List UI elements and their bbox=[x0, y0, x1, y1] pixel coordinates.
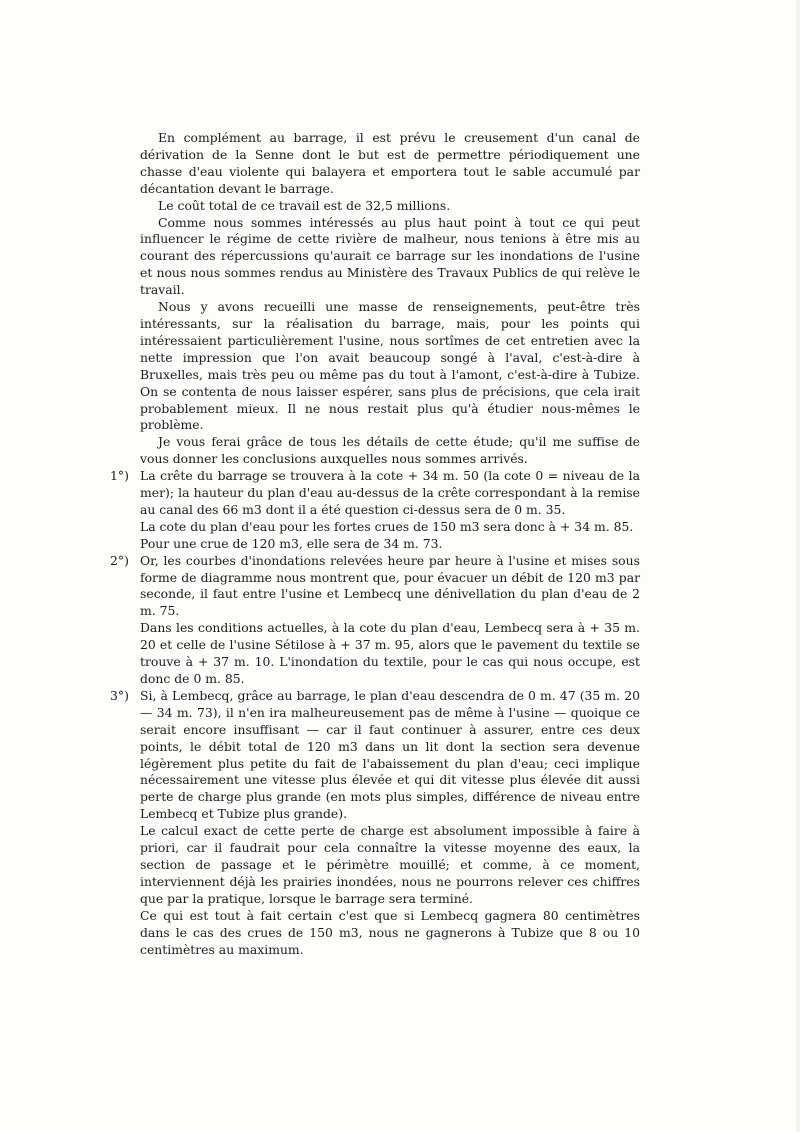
numbered-item bbox=[110, 552, 640, 688]
item-paragraph: Pour une crue de 120 m3, elle sera de 34 m. 73. bbox=[140, 535, 443, 551]
item-paragraph: Le calcul exact de cette perte de charge est absolument impossible à faire à priori, car il faudrait pour cela connaître la vitesse moyenne des eaux, la section de passage et le périmètre mouillé; et comme, à ce moment, interviennent déjà les prairies inondées, nous ne pourrons relever ces chiffres que par la pratique, lorsque le barrage sera terminé. bbox=[140, 823, 640, 906]
item-paragraph: Ce qui est tout à fait certain c'est que si Lembecq gagnera 80 centimètres dans le cas des crues de 150 m3, nous ne gagnerons à Tubize que 8 ou 10 centimètres au maximum. bbox=[140, 907, 640, 957]
item-number: 3°) bbox=[110, 687, 129, 703]
paragraph: Je vous ferai grâce de tous les détails de cette étude; qu'il me suffise de vous donner les conclusions auxquelles nous sommes arrivés. bbox=[140, 434, 640, 467]
body-text bbox=[110, 130, 640, 958]
paragraph: Le coût total de ce travail est de 32,5 millions. bbox=[158, 197, 451, 213]
item-paragraph: Dans les conditions actuelles, à la cote du plan d'eau, Lembecq sera à + 35 m. 20 et celle de l'usine Sétilose à + 37 m. 95, alors que le pavement du textile se trouve à + 37 m. 10. L'inondation du textile, pour le cas qui nous occupe, est donc de 0 m. 85. bbox=[140, 620, 640, 686]
item-paragraph: La crête du barrage se trouvera à la cote + 34 m. 50 (la cote 0 = niveau de la mer); la hauteur du plan d'eau au-dessus de la crête correspondant à la remise au canal des 66 m3 dont il a été question ci-dessus sera de 0 m. 35. bbox=[140, 468, 640, 517]
page-edge bbox=[796, 0, 800, 1132]
paragraph: En complément au barrage, il est prévu le creusement d'un canal de dérivation de la Senne dont le but est de permettre périodiquement une chasse d'eau violente qui balayera et emportera tout le sable accumulé par décantation devant le barrage. bbox=[140, 130, 640, 196]
item-paragraph: Si, à Lembecq, grâce au barrage, le plan d'eau descendra de 0 m. 47 (35 m. 20 — 34 m. 73), il n'en ira malheureusement pas de même à l'usine — quoique ce serait encore insuffisant — car il faut continuer à assurer, entre ces deux points, le débit total de 120 m3 dans un lit dont la section sera devenue légèrement plus petite du fait de l'abaissement du plan d'eau; ceci implique nécessairement une vitesse plus élevée et qui dit vitesse plus élevée dit aussi perte de charge plus grande (en mots plus simples, différence de niveau entre Lembecq et Tubize plus grande). bbox=[140, 687, 640, 822]
item-number: 1°) bbox=[110, 468, 129, 484]
item-number: 2°) bbox=[110, 552, 129, 568]
item-paragraph: La cote du plan d'eau pour les fortes crues de 150 m3 sera donc à + 34 m. 85. bbox=[140, 518, 634, 534]
numbered-item bbox=[110, 468, 640, 553]
paragraph: Nous y avons recueilli une masse de renseignements, peut-être très intéressants, sur la réalisation du barrage, mais, pour les points qui intéressaient particulièrement l'usine, nous sortîmes de cet entretien avec la nette impression que l'on avait beaucoup songé à l'aval, c'est-à-dire à Bruxelles, mais très peu ou même pas du tout à l'amont, c'est-à-dire à Tubize. On se contenta de nous laisser espérer, sans plus de précisions, que cela irait probablement mieux. Il ne nous restait plus qu'à étudier nous-mêmes le problème. bbox=[140, 299, 640, 433]
paragraph: Comme nous sommes intéressés au plus haut point à tout ce qui peut influencer le régime de cette rivière de malheur, nous tenions à être mis au courant des répercussions qu'aurait ce barrage sur les inondations de l'usine et nous nous sommes rendus au Ministère des Travaux Publics de qui relève le travail. bbox=[140, 214, 640, 298]
item-paragraph: Or, les courbes d'inondations relevées heure par heure à l'usine et mises sous forme de diagramme nous montrent que, pour évacuer un débit de 120 m3 par seconde, il faut entre l'usine et Lembecq une dénivellation du plan d'eau de 2 m. 75. bbox=[140, 552, 640, 619]
numbered-item bbox=[110, 687, 640, 959]
